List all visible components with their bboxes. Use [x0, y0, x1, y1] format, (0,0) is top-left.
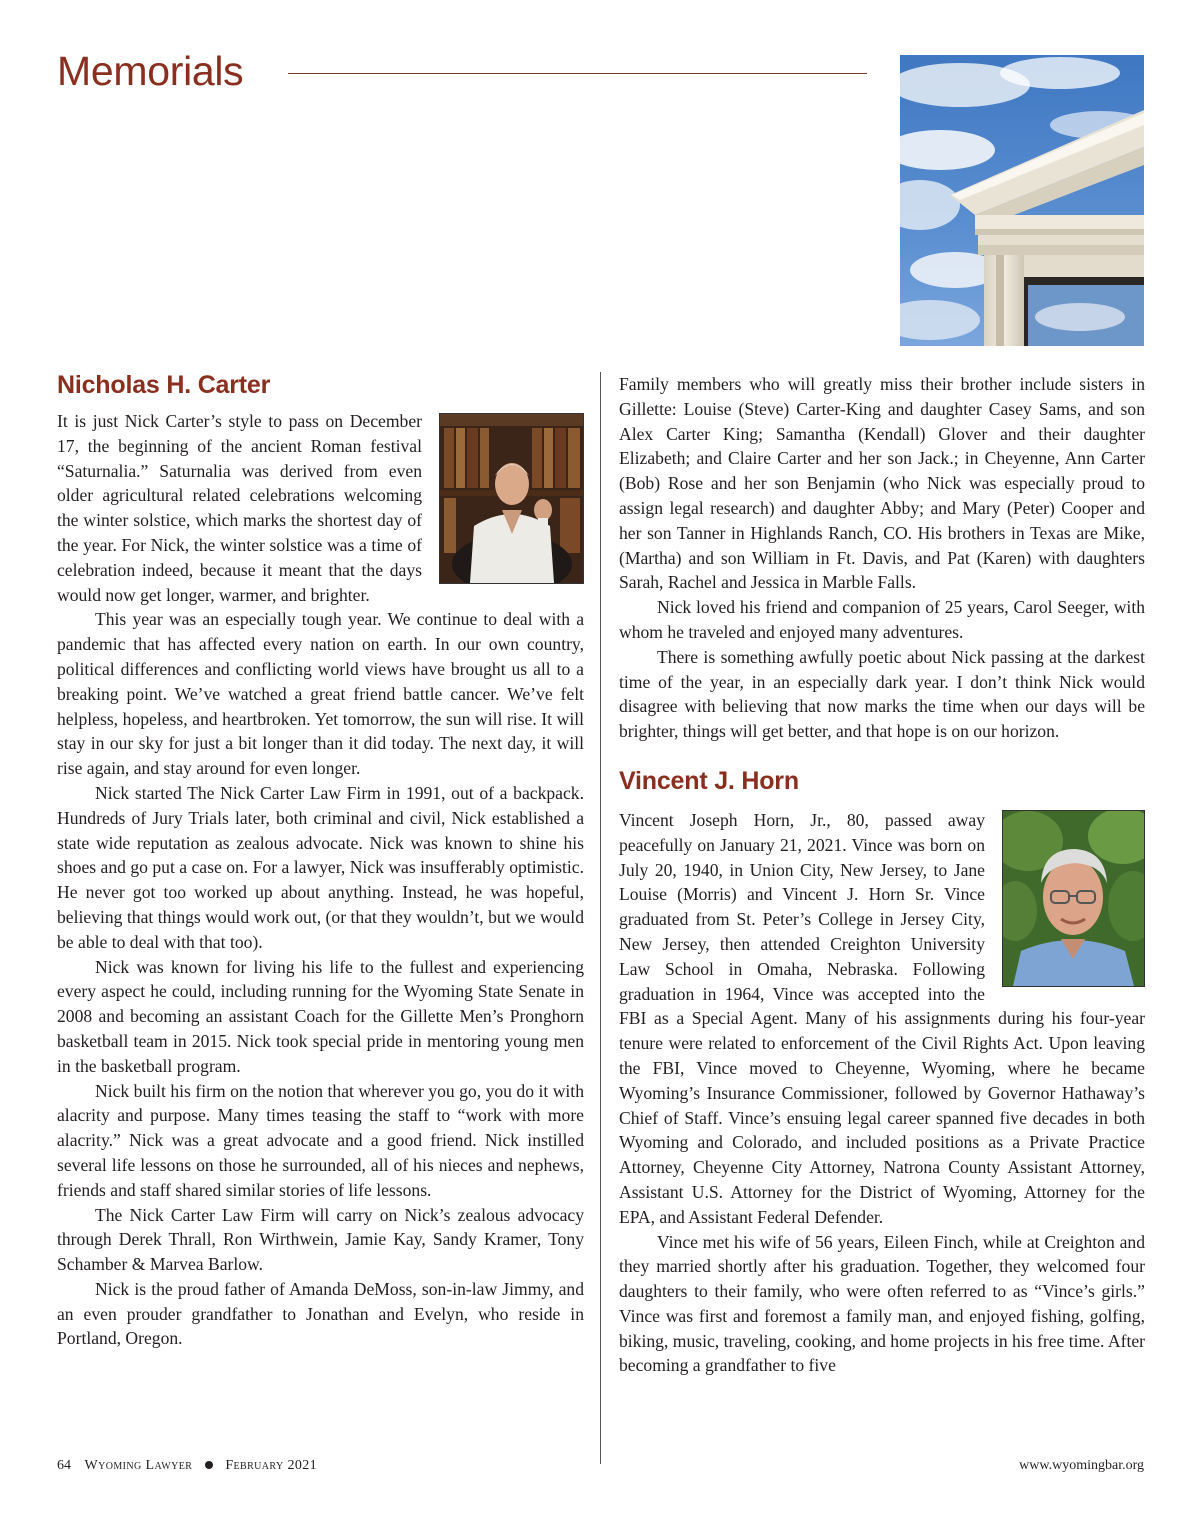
carter-paragraph: Nick was known for living his life to the fullest and experiencing every aspect he could, including running for the Wyoming State Senate in 2008 and becoming an assistant Coach for the Gillette Men’s Pronghorn basketball team in 2015. Nick took special pride in mentoring young men in the basketball program. — [57, 956, 584, 1076]
publication-name: Wyoming Lawyer — [84, 1458, 193, 1473]
carter-paragraph: Nick started The Nick Carter Law Firm in 1991, out of a backpack. Hundreds of Jury Trials later, both criminal and civil, Nick established a state wide reputation as zealous advocate. Nick was known to shine his shoes and go put a case on. For a lawyer, Nick was insufferably optimistic. He never got too worked up about anything. Instead, he was hopeful, believing that things would work out, (or that they wouldn’t, but we would be able to deal with that too). — [57, 782, 584, 952]
header-image-courthouse — [900, 55, 1144, 346]
memorial-column-left — [57, 370, 584, 1351]
carter-paragraph: Nick built his firm on the notion that wherever you go, you do it with alacrity and purpose. Many times teasing the staff to “work with more alacrity.” Nick was a great advocate and a good friend. Nick instilled several life lessons on those he surrounded, all of his nieces and nephews, friends and staff shared similar stories of life lessons. — [57, 1080, 584, 1200]
footer-publication — [57, 1458, 317, 1474]
memorial-heading-carter: Nicholas H. Carter — [57, 371, 271, 399]
carter-paragraph: Nick loved his friend and companion of 25 years, Carol Seeger, with whom he traveled and enjoyed many adventures. — [619, 597, 1145, 642]
column-divider — [600, 372, 601, 1464]
issue-date: February 2021 — [225, 1458, 318, 1473]
horn-paragraph: Vincent Joseph Horn, Jr., 80, passed away peacefully on January 21, 2021. Vince was born on July 20, 1940, in Union City, New Jersey, to Jane Louise (Morris) and Vincent J. Horn Sr. Vince graduated from St. Peter’s College in Jersey City, New Jersey, then attended Creighton University Law School in Omaha, Nebraska. Following graduation in 1964, Vince was accepted into the FBI as a Special Agent. Many of his assignments during his four-year tenure were related to enforcement of the Civil Rights Act. Upon leaving the FBI, Vince moved to Cheyenne, Wyoming, where he became Wyoming’s Insurance Commissioner, followed by Governor Hathaway’s Chief of Staff. Vince’s ensuing legal career spanned five decades in both Wyoming and Colorado, and included positions as a Private Practice Attorney, Cheyenne City Attorney, Natrona County Assistant Attorney, Assistant U.S. Attorney for the District of Wyoming, Attorney for the EPA, and Assistant Federal Defender. — [619, 809, 1145, 1227]
carter-paragraph: Family members who will greatly miss their brother include sisters in Gillette: Louise (Steve) Carter-King and daughter Casey Sams, and son Alex Carter King; Samantha (Kendall) Glover and their daughter Elizabeth; and Claire Carter and her son Jack.; in Cheyenne, Ann Carter (Bob) Rose and her son Benjamin (who Nick was especially proud to assign legal research) and daughter Abby; and Mary (Peter) Cooper and her son Tanner in Highlands Ranch, CO. His brothers in Texas are Mike, (Martha) and son William in Ft. Davis, and Pat (Karen) with daughters Sarah, Rachel and Jessica in Marble Falls. — [619, 374, 1145, 593]
carter-paragraph: There is something awfully poetic about Nick passing at the darkest time of the year, in an especially dark year. I don’t think Nick would disagree with believing that now marks the time when our days will be brighter, things will get better, and that hope is on our horizon. — [619, 646, 1145, 742]
memorial-heading-horn: Vincent J. Horn — [619, 766, 799, 795]
horn-paragraph: Vince met his wife of 56 years, Eileen Finch, while at Creighton and they married shortly after his graduation. Together, they welcomed four daughters to their family, who were often referred to as “Vince’s girls.” Vince was first and foremost a family man, and enjoyed fishing, golfing, biking, music, traveling, cooking, and home projects in his free time. After becoming a grandfather to five — [619, 1231, 1145, 1376]
bullet-icon — [205, 1461, 213, 1469]
page-title: Memorials — [57, 48, 244, 94]
portrait-nicholas-carter — [439, 413, 584, 584]
carter-paragraph: This year was an especially tough year. We continue to deal with a pandemic that has affected every nation on earth. In our own country, political differences and conflicting world views have brought us all to a breaking point. We’ve watched a great friend battle cancer. We’ve felt helpless, hopeless, and heartbroken. Yet tomorrow, the sun will rise. It will stay in our sky for just a bit longer than it did today. The next day, it will rise again, and stay around for even longer. — [57, 609, 584, 779]
title-rule — [288, 73, 867, 74]
carter-paragraph: It is just Nick Carter’s style to pass on December 17, the beginning of the ancient Roman festival “Saturnalia.” Saturnalia was derived from even older agricultural related celebrations welcoming the winter solstice, which marks the shortest day of the year. For Nick, the winter solstice was a time of celebration indeed, because it meant that the days would now get longer, warmer, and brighter. — [57, 411, 422, 605]
memorial-column-right — [619, 372, 1145, 1378]
portrait-vincent-horn — [1002, 810, 1145, 987]
carter-paragraph: The Nick Carter Law Firm will carry on Nick’s zealous advocacy through Derek Thrall, Ron Wirthwein, Jamie Kay, Sandy Kramer, Tony Schamber & Marvea Barlow. — [57, 1204, 584, 1275]
page-number: 64 — [57, 1458, 71, 1473]
footer-website: www.wyomingbar.org — [1019, 1458, 1144, 1473]
carter-paragraph: Nick is the proud father of Amanda DeMoss, son-in-law Jimmy, and an even prouder grandfather to Jonathan and Evelyn, who reside in Portland, Oregon. — [57, 1278, 584, 1349]
